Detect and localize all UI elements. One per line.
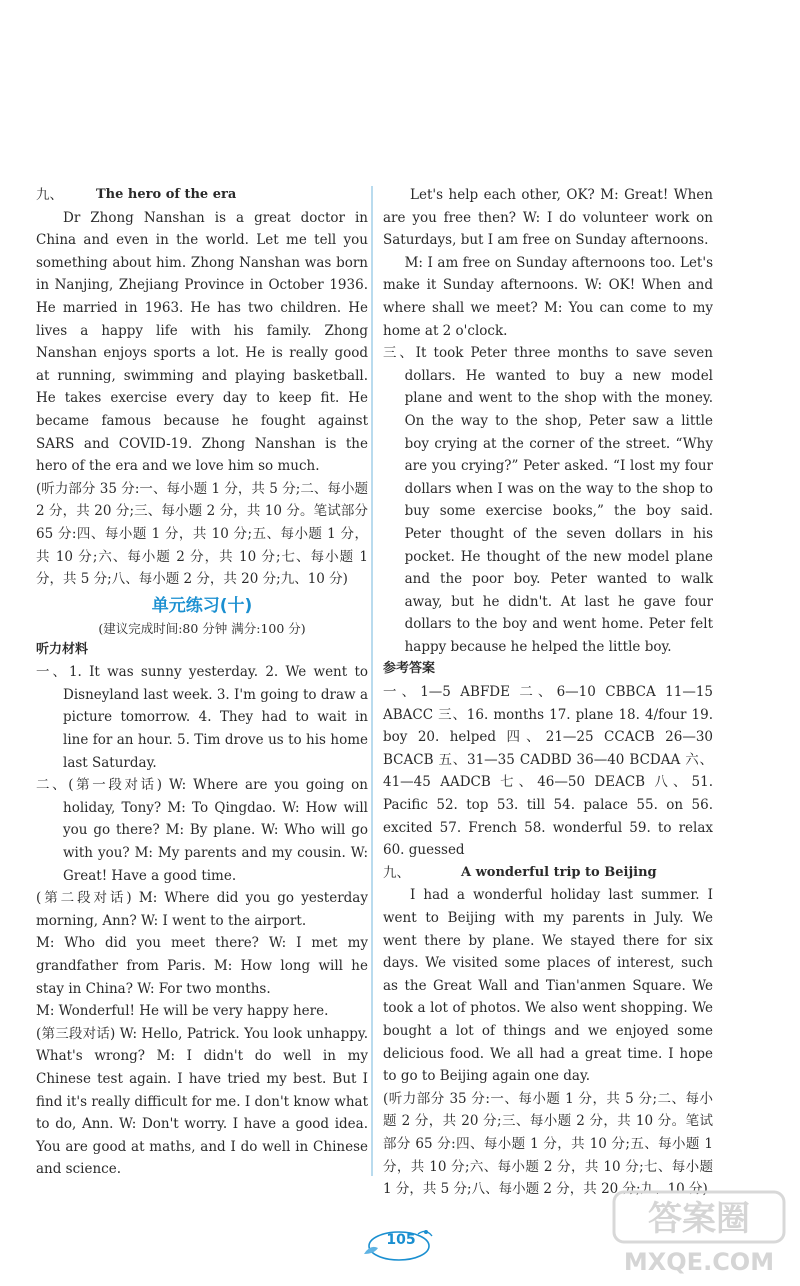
right-column xyxy=(383,184,713,1201)
dialogue-one: 二、(第一段对话) W: Where are you going on holiday, Tony? M: To Qingdao. W: How will you go there? M: By plane. W: Who will go with you? M: My parents and my cousin. W: Great! Have a good time. xyxy=(36,777,368,884)
dialogue-three-cont: Let's help each other, OK? M: Great! When are you free then? W: I do volunteer work on Saturdays, but I am free on Sunday afternoons. xyxy=(383,187,713,249)
dialogue-two-end: M: Wonderful! He will be very happy here. xyxy=(36,1003,329,1020)
column-divider xyxy=(371,186,373,1176)
watermark-text: 答案圈 xyxy=(648,1199,750,1239)
answers-label: 参考答案 xyxy=(383,661,436,677)
listening-part-one: 一、1. It was sunny yesterday. 2. We went to Disneyland last week. 3. I'm going to draw a picture tomorrow. 4. They had to wait in line for an hour. 5. Tim drove us to his home last Saturday. xyxy=(36,664,368,771)
section-nine-heading xyxy=(36,184,368,207)
dialogue-three: (第三段对话) W: Hello, Patrick. You look unhappy. What's wrong? M: I didn't do well in my Chinese test again. I have tried my best. But I find it's really difficult for me. I don't know what to do, Ann. W: Don't worry. I have a good idea. You are good at maths, and I do well in Chinese and science. xyxy=(36,1025,368,1178)
essay-hero-of-era: Dr Zhong Nanshan is a great doctor in China and even in the world. Let me tell you something about him. Zhong Nanshan was born in Nanjing, Zhejiang Province in October 1936. He married in 1963. He has two children. He lives a happy life with his family. Zhong Nanshan enjoys sports a lot. He is really good at running, swimming and playing basketball. He takes exercise every day to keep fit. He became famous because he fought against SARS and COVID-19. Zhong Nanshan is the hero of the era and we love him so much. xyxy=(36,209,368,475)
watermark-url: MXQE.COM xyxy=(623,1248,775,1276)
answer-key: 一、1—5 ABFDE 二、6—10 CBBCA 11—15 ABACC 三、16. months 17. plane 18. 4/four 19. boy 20. helped 四、21—25 CCACB 26—30 BCACB 五、31—35 CADBD 36—40 BCDAA 六、41—45 AADCB 七、46—50 DEACB 八、51. Pacific 52. top 53. till 54. palace 55. on 56. excited 57. French 58. wonderful 59. to relax 60. guessed xyxy=(383,684,713,859)
dialogue-three-end: M: I am free on Sunday afternoons too. Let's make it Sunday afternoons. W: OK! When and where shall we meet? M: You can come to my home at 2 o'clock. xyxy=(383,254,713,339)
section-title: The hero of the era xyxy=(96,187,237,202)
section-number: 九、 xyxy=(36,187,63,203)
dialogue-two: (第二段对话) M: Where did you go yesterday morning, Ann? W: I went to the airport. xyxy=(36,890,368,929)
section-nine-heading-right xyxy=(383,862,713,885)
section-number: 九、 xyxy=(383,864,410,881)
dialogue-two-cont: M: Who did you meet there? W: I met my grandfather from Paris. M: How long will he stay in China? W: For two months. xyxy=(36,935,368,997)
left-column xyxy=(36,184,368,1181)
watermark-logo-icon xyxy=(604,1186,794,1278)
section-title: A wonderful trip to Beijing xyxy=(461,864,657,880)
listening-part-three: 三、It took Peter three months to save seven dollars. He wanted to buy a new model plane and went to the shop with the money. On the way to the shop, Peter saw a little boy crying at the corner of the street. “Why are you crying?” Peter asked. “I lost my four dollars when I was on the way to the shop to buy some exercise books,” the boy said. Peter thought of the seven dollars in his pocket. He thought of the new model plane and the poor boy. Peter wanted to walk away, but he didn't. At last he gave four dollars to the boy and went home. Peter felt happy because he helped the little boy. xyxy=(383,345,713,655)
unit-subtitle: (建议完成时间:80 分钟 满分:100 分) xyxy=(98,620,306,636)
listening-label: 听力材料 xyxy=(36,641,89,657)
score-note-right: (听力部分 35 分:一、每小题 1 分，共 5 分;二、每小题 2 分，共 20 分;三、每小题 2 分，共 10 分。笔试部分 65 分:四、每小题 1 分，共 10 分;五、每小题 1 分，共 10 分;六、每小题 2 分，共 10 分;七、每小题 1 分，共 5 分;八、每小题 2 分，共 20 分;九、10 分) xyxy=(383,1090,713,1198)
unit-title: 单元练习(十) xyxy=(151,595,253,616)
essay-beijing-trip: I had a wonderful holiday last summer. I went to Beijing with my parents in July. We went there by plane. We stayed there for six days. We visited some places of interest, such as the Great Wall and Tian'anmen Square. We took a lot of photos. We also went shopping. We bought a lot of things and we enjoyed some delicious food. We all had a great time. I hope to go to Beijing again one day. xyxy=(383,887,713,1085)
page-number: 105 xyxy=(386,1232,416,1248)
score-note: (听力部分 35 分:一、每小题 1 分，共 5 分;二、每小题 2 分，共 20 分;三、每小题 2 分，共 10 分。笔试部分 65 分:四、每小题 1 分，共 10 分;五、每小题 1 分，共 10 分;六、每小题 2 分，共 10 分;七、每小题 1 分，共 5 分;八、每小题 2 分，共 20 分;九、10 分) xyxy=(36,480,368,588)
